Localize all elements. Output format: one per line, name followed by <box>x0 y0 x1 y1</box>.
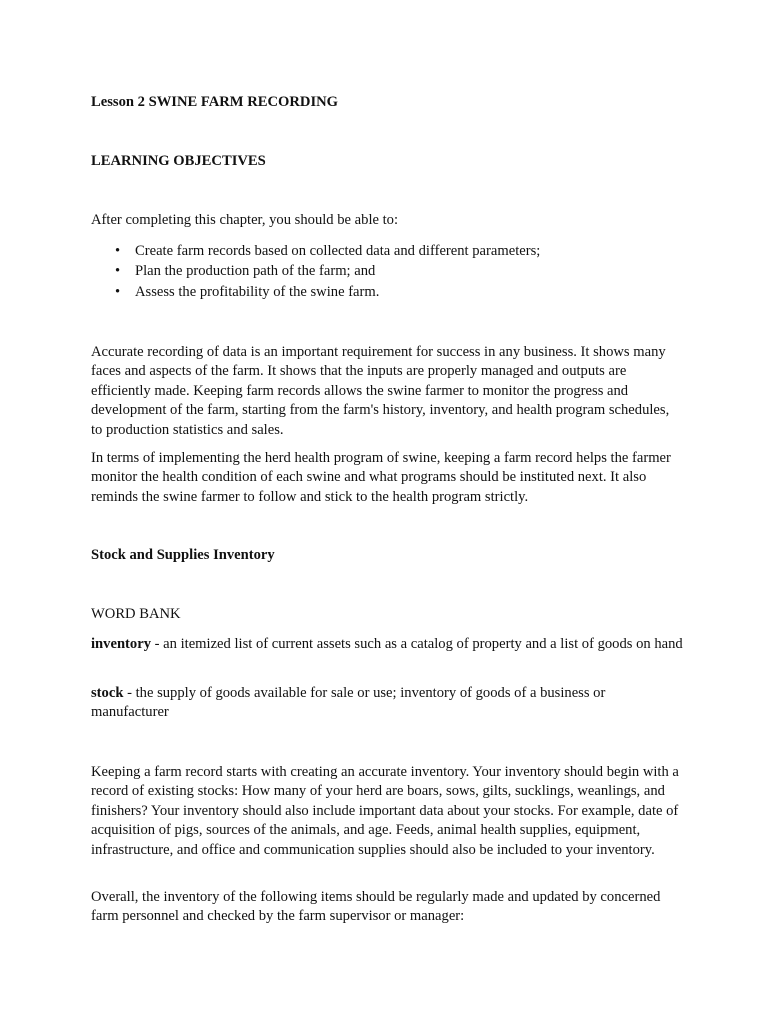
bullet-icon: • <box>115 283 121 300</box>
term: stock <box>91 685 124 701</box>
word-bank-entry-stock <box>91 684 683 723</box>
objectives-intro: After completing this chapter, you should be able to: <box>91 212 399 228</box>
list-item <box>91 283 683 303</box>
section-heading: Stock and Supplies Inventory <box>91 547 275 563</box>
objective-text: Assess the profitability of the swine farm. <box>135 283 380 300</box>
paragraph-health-program: In terms of implementing the herd health program of swine, keeping a farm record helps the farmer monitor the health condition of each swine and what programs should be instituted next. It also reminds the swine farmer to follow and stick to the health program strictly. <box>91 450 671 505</box>
list-item <box>91 262 683 282</box>
term: inventory <box>91 636 151 652</box>
objectives-list <box>91 242 683 303</box>
bullet-icon: • <box>115 243 121 259</box>
definition: - the supply of goods available for sale or use; inventory of goods of a business or manufacturer <box>91 685 606 721</box>
paragraph-accurate-recording: Accurate recording of data is an important requirement for success in any business. It shows many faces and aspects of the farm. It shows that the inputs are properly managed and outputs are efficiently made. Keeping farm records allows the swine farmer to monitor the progress and development of the farm, starting from the farm's history, inventory, and health program schedules, to production statistics and sales. <box>91 344 670 438</box>
paragraph-inventory: Keeping a farm record starts with creating an accurate inventory. Your inventory should begin with a record of existing stocks: How many of your herd are boars, sows, gilts, sucklings, weanlings, and finishers? Your inventory should also include important data about your stocks. For example, date of acquisition of pigs, sources of the animals, and age. Feeds, animal health supplies, equipment, infrastructure, and office and communication supplies should also be included to your inventory. <box>91 764 679 858</box>
paragraph-overall: Overall, the inventory of the following items should be regularly made and updated by concerned farm personnel and checked by the farm supervisor or manager: <box>91 889 661 925</box>
list-item <box>91 242 683 262</box>
objective-text: Plan the production path of the farm; and <box>135 263 376 280</box>
definition: - an itemized list of current assets such as a catalog of property and a list of goods on hand <box>151 636 683 652</box>
word-bank-heading: WORD BANK <box>91 606 181 622</box>
objective-text: Create farm records based on collected data and different parameters; <box>135 243 541 259</box>
word-bank-entry-inventory <box>91 635 683 654</box>
lesson-title: Lesson 2 SWINE FARM RECORDING <box>91 94 339 110</box>
bullet-icon: • <box>115 263 121 280</box>
objectives-heading: LEARNING OBJECTIVES <box>91 153 266 169</box>
